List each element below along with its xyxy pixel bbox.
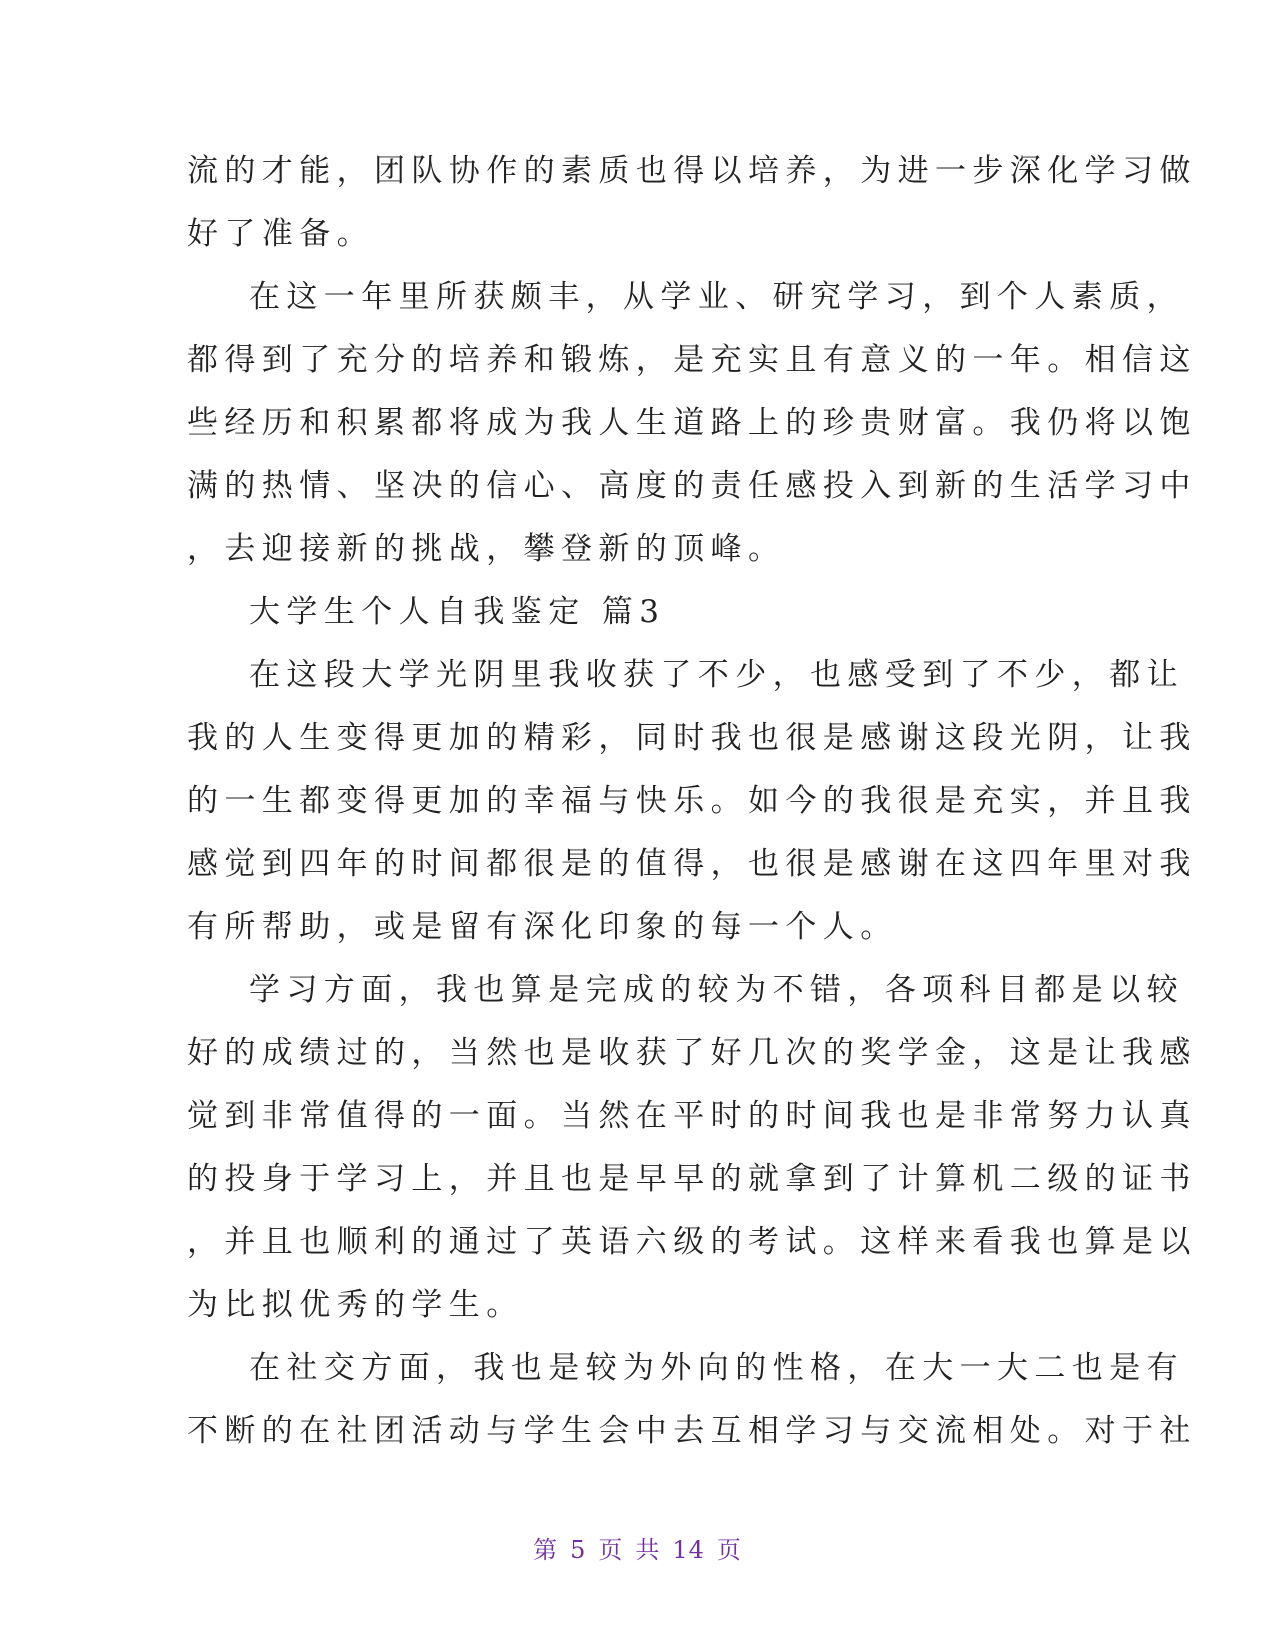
text-line: 为比拟优秀的学生。 (187, 1287, 524, 1323)
text-line: ，去迎接新的挑战，攀登新的顶峰。 (187, 531, 786, 567)
text-line: 在这段大学光阴里我收获了不少，也感受到了不少，都让 (249, 657, 1184, 693)
footer-suffix: 页 (716, 1536, 742, 1564)
text-line: 觉到非常值得的一面。当然在平时的时间我也是非常努力认真 (187, 1098, 1197, 1134)
section-heading: 大学生个人自我鉴定 篇3 (249, 594, 666, 630)
text-line: 满的热情、坚决的信心、高度的责任感投入到新的生活学习中 (187, 468, 1197, 504)
text-line: 在这一年里所获颇丰，从学业、研究学习，到个人素质， (249, 279, 1184, 315)
text-line: 的一生都变得更加的幸福与快乐。如今的我很是充实，并且我 (187, 783, 1197, 819)
text-line: 些经历和积累都将成为我人生道路上的珍贵财富。我仍将以饱 (187, 405, 1197, 441)
page-footer (0, 1530, 1275, 1565)
footer-prefix: 第 (533, 1536, 559, 1564)
current-page-number: 5 (570, 1536, 587, 1564)
document-body (187, 140, 1197, 1463)
text-line: 学习方面，我也算是完成的较为不错，各项科目都是以较 (249, 972, 1184, 1008)
text-line: 的投身于学习上，并且也是早早的就拿到了计算机二级的证书 (187, 1161, 1197, 1197)
text-line: 流的才能，团队协作的素质也得以培养，为进一步深化学习做 (187, 153, 1197, 189)
text-line: 都得到了充分的培养和锻炼，是充实且有意义的一年。相信这 (187, 342, 1197, 378)
text-line: 在社交方面，我也是较为外向的性格，在大一大二也是有 (249, 1350, 1184, 1386)
footer-total-word: 共 (635, 1536, 661, 1564)
text-line: 有所帮助，或是留有深化印象的每一个人。 (187, 909, 898, 945)
text-line: 好了准备。 (187, 216, 374, 252)
text-line: 我的人生变得更加的精彩，同时我也很是感谢这段光阴，让我 (187, 720, 1197, 756)
total-pages-number: 14 (672, 1536, 705, 1564)
footer-page-word: 页 (598, 1536, 624, 1564)
text-line: 好的成绩过的，当然也是收获了好几次的奖学金，这是让我感 (187, 1035, 1197, 1071)
text-line: 不断的在社团活动与学生会中去互相学习与交流相处。对于社 (187, 1413, 1197, 1449)
text-line: 感觉到四年的时间都很是的值得，也很是感谢在这四年里对我 (187, 846, 1197, 882)
text-line: ，并且也顺利的通过了英语六级的考试。这样来看我也算是以 (187, 1224, 1197, 1260)
